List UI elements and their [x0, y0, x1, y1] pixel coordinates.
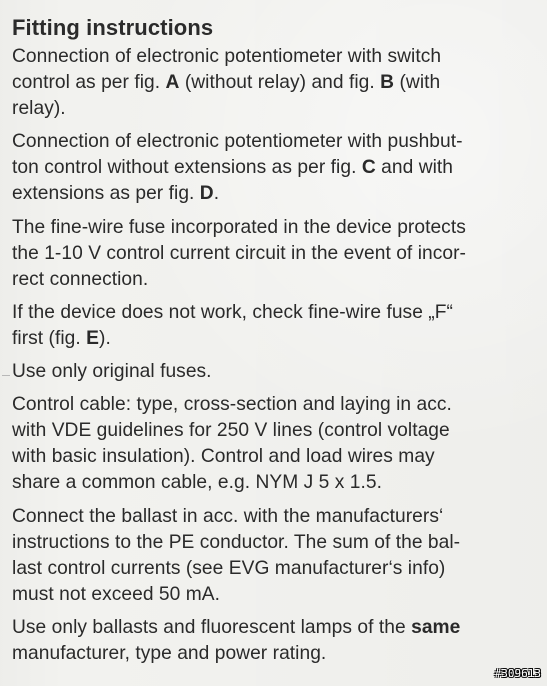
paragraph-6-line-1: Control cable: type, cross-section and laying in acc.	[12, 394, 452, 416]
paragraph-2	[12, 129, 540, 207]
paragraph-7-line-2: instructions to the PE conductor. The sum of the bal-	[12, 531, 461, 553]
paragraph-4-line-1: If the device does not work, check fine-wire fuse „F“	[12, 301, 453, 323]
paragraph-3	[12, 215, 540, 293]
paragraph-7-line-3: last control currents (see EVG manufacturer‘s info)	[12, 557, 446, 579]
paragraph-6-line-2: with VDE guidelines for 250 V lines (control voltage	[12, 420, 450, 442]
paragraph-2-line-1: Connection of electronic potentiometer with pushbut-	[12, 131, 463, 153]
paragraph-4-line-2: first (fig. E).	[12, 327, 111, 349]
paragraph-3-line-1: The fine-wire fuse incorporated in the device protects	[12, 216, 466, 238]
content-area	[12, 14, 540, 667]
paragraph-7-line-4: must not exceed 50 mA.	[12, 583, 221, 605]
paragraph-1-line-1: Connection of electronic potentiometer with switch	[12, 46, 442, 67]
paragraph-5-line-1: Use only original fuses.	[12, 361, 212, 383]
page-title: Fitting instructions	[12, 15, 214, 40]
paragraph-8-line-2: manufacturer, type and power rating.	[12, 642, 327, 664]
paragraph-1-line-2: control as per fig. A (without relay) and fig. B (with	[12, 72, 441, 94]
paragraph-3-line-3: rect connection.	[12, 268, 149, 290]
paragraph-6-line-4: share a common cable, e.g. NYM J 5 x 1.5.	[12, 472, 382, 494]
paragraph-1-line-3: relay).	[12, 98, 66, 120]
paragraph-7-line-1: Connect the ballast in acc. with the manufacturers‘	[12, 505, 444, 527]
paragraph-3-line-2: the 1-10 V control current circuit in the event of incor-	[12, 242, 466, 264]
paragraph-1	[12, 44, 540, 122]
paragraph-2-line-3: extensions as per fig. D.	[12, 183, 220, 205]
scan-mark	[2, 375, 10, 376]
paragraph-6-line-3: with basic insulation). Control and load wires may	[12, 446, 435, 468]
paragraph-7	[12, 504, 540, 608]
paragraph-8-line-1: Use only ballasts and fluorescent lamps of the same	[12, 616, 461, 638]
paragraph-4	[12, 300, 540, 352]
paragraph-6	[12, 392, 540, 496]
paragraph-5	[12, 359, 540, 385]
paragraph-2-line-2: ton control without extensions as per fig. C and with	[12, 157, 454, 179]
watermark-id: #309613	[494, 667, 541, 680]
paragraph-8	[12, 615, 540, 667]
